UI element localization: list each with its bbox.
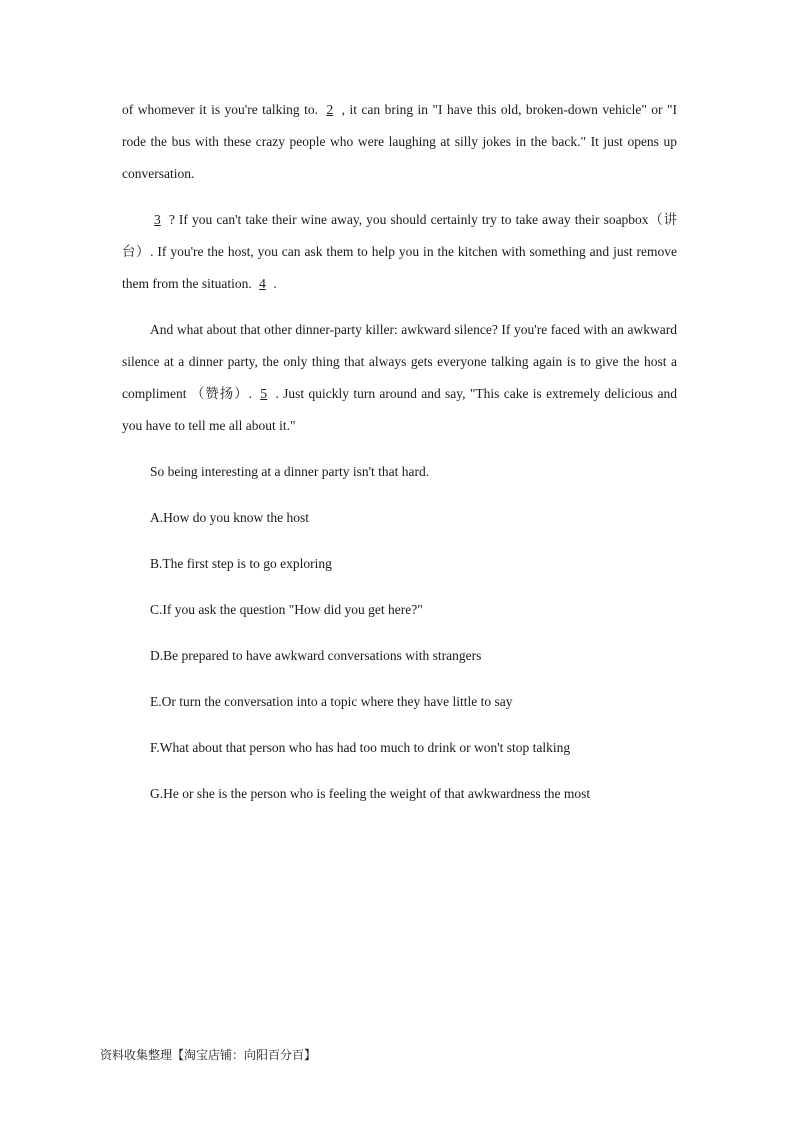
option-c: C.If you ask the question "How did you get here?": [150, 602, 423, 617]
option-b: B.The first step is to go exploring: [150, 556, 332, 571]
paragraph-3-text-b: . Just quickly turn around and say, "This cake is extremely delicious and you have to tell me all about it.": [122, 386, 677, 433]
blank-2: 2: [326, 102, 334, 117]
document-body: [122, 94, 677, 824]
option-d: D.Be prepared to have awkward conversations with strangers: [150, 648, 482, 663]
option-g: G.He or she is the person who is feeling the weight of that awkwardness the most: [150, 786, 591, 801]
blank-3: 3: [154, 212, 161, 227]
paragraph-1-text-a: of whomever it is you're talking to.: [122, 102, 323, 117]
option-a: A.How do you know the host: [150, 510, 309, 525]
paragraph-2-text-b: .: [269, 276, 277, 291]
option-e: E.Or turn the conversation into a topic where they have little to say: [150, 694, 513, 709]
option-f: F.What about that person who has had too much to drink or won't stop talking: [150, 740, 571, 755]
paragraph-3-text-a: And what about that other dinner-party killer: awkward silence? If you're faced with an awkward silence at a dinner party, the only thing that always gets everyone talking again is to give the host a compliment （赞扬）.: [122, 322, 677, 401]
paragraph-3: [122, 314, 677, 442]
paragraph-1: [122, 94, 677, 190]
paragraph-1-text-b: , it can bring in "I have this old, broken-down vehicle" or "I rode the bus with these crazy people who were laughing at silly jokes in the back." It just opens up conversation.: [122, 102, 677, 181]
option-list: [122, 502, 677, 810]
page-footer: 资料收集整理【淘宝店铺：向阳百分百】: [100, 1048, 317, 1062]
paragraph-2: [122, 204, 677, 300]
blank-5: 5: [260, 386, 268, 401]
paragraph-4: So being interesting at a dinner party isn't that hard.: [150, 464, 430, 479]
blank-4: 4: [259, 276, 266, 291]
paragraph-2-text-a: ? If you can't take their wine away, you should certainly try to take away their soapbox（讲台）. If you're the host, you can ask them to help you in the kitchen with something and just remove them from the situation.: [122, 212, 677, 291]
